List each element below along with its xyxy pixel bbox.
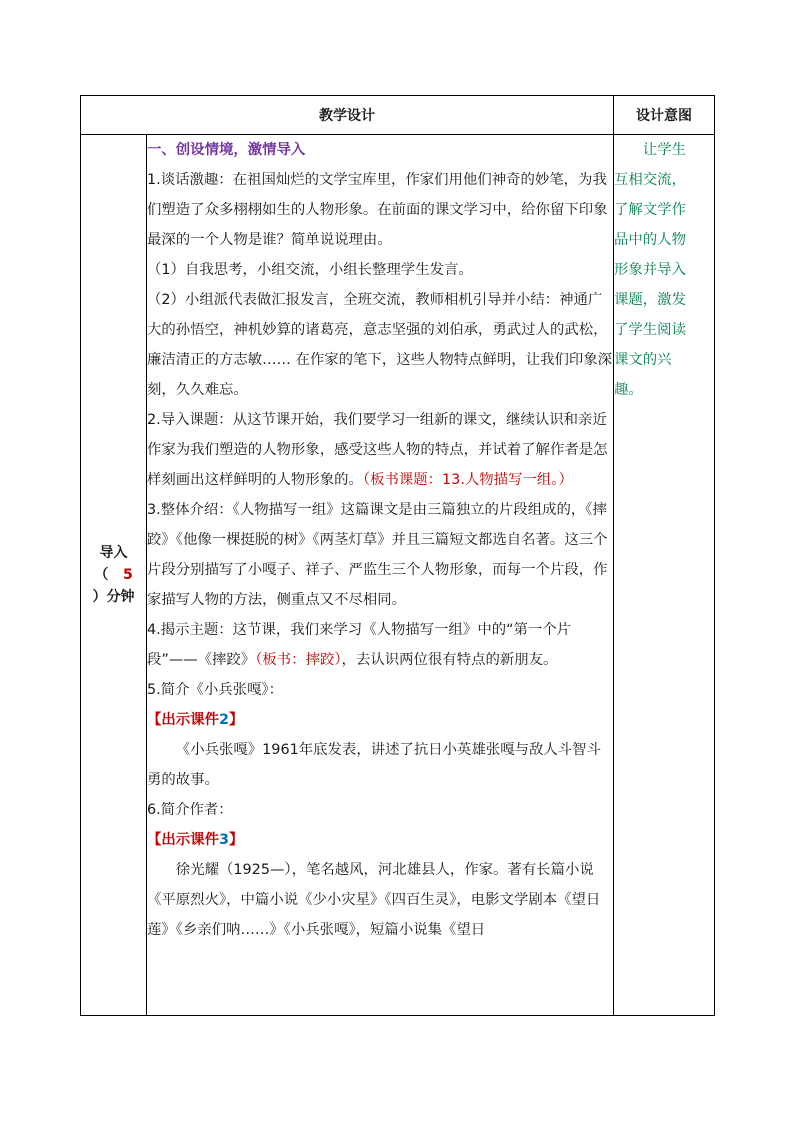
paragraph-4-text: 2.导入课题：从这节课开始，我们要学习一组新的课文，继续认识和亲近作家为我们塑造的人物形象，感受这些人物的特点，并试着了解作者是怎样刻画出这样鲜明的人物形象的。 bbox=[147, 412, 608, 488]
paragraph-6 bbox=[147, 615, 613, 675]
intent-line: 趣。 bbox=[614, 382, 643, 398]
intent-line: 互相交流， bbox=[614, 172, 686, 188]
header-design: 教学设计 bbox=[81, 96, 614, 135]
stage-unit: ）分钟 bbox=[92, 589, 135, 605]
intent-line: 了解文学作 bbox=[614, 202, 686, 218]
paragraph-4 bbox=[147, 405, 613, 495]
presentation-label: 【出示课件 bbox=[147, 832, 219, 848]
intent-line: 课文的兴 bbox=[614, 352, 672, 368]
board-note-title: （板书课题：13.人物描写一组。） bbox=[362, 472, 573, 488]
presentation-number: 2 bbox=[218, 712, 229, 728]
intent-cell bbox=[614, 135, 715, 1016]
content-cell bbox=[147, 135, 614, 1016]
intent-line: 了学生阅读 bbox=[614, 322, 686, 338]
paragraph-10: 徐光耀（1925—），笔名越风，河北雄县人，作家。著有长篇小说《平原烈火》，中篇小说《少小灾星》《四百生灵》，电影文学剧本《望日莲》《乡亲们呐……》《小兵张嘎》，短篇小说集《望日 bbox=[147, 862, 601, 938]
intent-line: 让学生 bbox=[642, 142, 686, 158]
intent-line: 课题，激发 bbox=[614, 292, 686, 308]
presentation-note-3 bbox=[147, 825, 613, 855]
paragraph-6-text-b: ，去认识两位很有特点的新朋友。 bbox=[341, 652, 558, 668]
paragraph-2: （1）自我思考，小组交流，小组长整理学生发言。 bbox=[147, 262, 473, 278]
presentation-number: 3 bbox=[218, 832, 229, 848]
board-note-shuaijiao: （板书：摔跤） bbox=[255, 652, 342, 668]
intent-line: 品中的人物 bbox=[614, 232, 686, 248]
intent-line: 形象并导入 bbox=[614, 262, 686, 278]
paragraph-3: （2）小组派代表做汇报发言，全班交流，教师相机引导并小结：神通广大的孙悟空，神机妙算的诸葛亮，意志坚强的刘伯承，勇武过人的武松，廉洁清正的方志敏…… 在作家的笔下，这些人物特点鲜明，让我们印象深刻，久久难忘。 bbox=[147, 292, 613, 398]
section-title: 一、创设情境，激情导入 bbox=[147, 142, 306, 158]
paragraph-6-text-a: 4.揭示主题：这节课，我们来学习《人物描写一组》中的“第一个片段”——《摔跤》 bbox=[147, 622, 572, 668]
paragraph-1: 1.谈话激趣：在祖国灿烂的文学宝库里，作家们用他们神奇的妙笔，为我们塑造了众多栩栩如生的人物形象。在前面的课文学习中，给你留下印象最深的一个人物是谁？简单说说理由。 bbox=[147, 172, 608, 248]
paragraph-8: 《小兵张嘎》1961年底发表，讲述了抗日小英雄张嘎与敌人斗智斗勇的故事。 bbox=[147, 742, 601, 788]
header-row bbox=[81, 96, 715, 135]
stage-minutes: 5 bbox=[122, 567, 133, 583]
lesson-plan-table bbox=[80, 95, 715, 1016]
paragraph-9: 6.简介作者： bbox=[147, 802, 233, 818]
paren-open: （ bbox=[94, 567, 109, 583]
presentation-note-2 bbox=[147, 705, 613, 735]
presentation-close: 】 bbox=[228, 712, 244, 728]
presentation-close: 】 bbox=[228, 832, 244, 848]
stage-cell bbox=[81, 135, 147, 1016]
paragraph-5: 3.整体介绍：《人物描写一组》这篇课文是由三篇独立的片段组成的，《摔跤》《他像一棵挺脱的树》《两茎灯草》并且三篇短文都选自名著。这三个片段分别描写了小嘎子、祥子、严监生三个人物形象，而每一个片段，作家描写人物的方法，侧重点又不尽相同。 bbox=[147, 502, 608, 608]
stage-duration bbox=[81, 564, 146, 586]
header-intent: 设计意图 bbox=[614, 96, 715, 135]
content-row bbox=[81, 135, 715, 1016]
presentation-label: 【出示课件 bbox=[147, 712, 219, 728]
paragraph-7: 5.简介《小兵张嘎》： bbox=[147, 682, 284, 698]
stage-label: 导入 bbox=[99, 545, 128, 561]
